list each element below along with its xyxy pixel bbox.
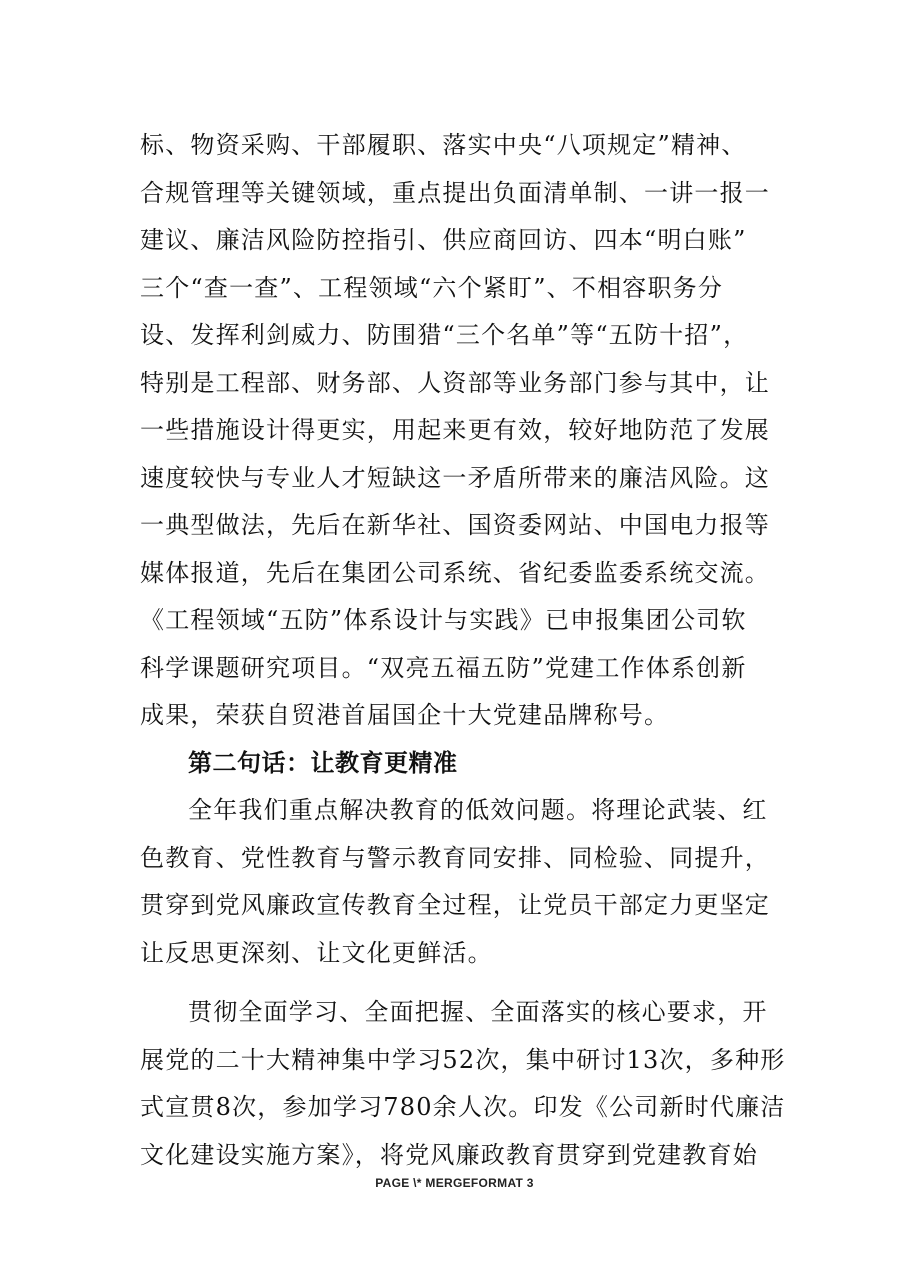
paragraph-line: 特别是工程部、财务部、人资部等业务部门参与其中，让 (140, 368, 770, 397)
paragraph-line: 《工程领域“五防”体系设计与实践》已申报集团公司软 (140, 606, 747, 634)
paragraph-line: 贯彻全面学习、全面把握、全面落实的核心要求，开 (188, 998, 768, 1026)
paragraph-line: 色教育、党性教育与警示教育同安排、同检验、同提升， (140, 843, 770, 872)
paragraph-line: 全年我们重点解决教育的低效问题。将理论武装、红 (188, 796, 768, 824)
paragraph-line: 成果，荣获自贸港首届国企十大党建品牌称号。 (140, 701, 670, 729)
paragraph-line: 让反思更深刻、让文化更鲜活。 (140, 938, 493, 967)
document-body (140, 122, 786, 1179)
paragraph-line: 贯穿到党风廉政宣传教育全过程，让党员干部定力更坚定 (140, 891, 770, 919)
paragraph-line: 科学课题研究项目。“双亮五福五防”党建工作体系创新 (140, 653, 747, 682)
paragraph-line: 建议、廉洁风险防控指引、供应商回访、四本“明白账” (140, 226, 747, 254)
page-number-field: PAGE \* MERGEFORMAT 3 (375, 1176, 534, 1190)
paragraph-line: 媒体报道，先后在集团公司系统、省纪委监委系统交流。 (140, 558, 770, 587)
paragraph-line: 合规管理等关键领域，重点提出负面清单制、一讲一报一 (140, 178, 770, 207)
paragraph-line: 标、物资采购、干部履职、落实中央“八项规定”精神、 (140, 131, 747, 159)
paragraph-line: 三个“查一查”、工程领域“六个紧盯”、不相容职务分 (140, 273, 724, 302)
paragraph-line: 式宣贯8次，参加学习780余人次。印发《公司新时代廉洁 (140, 1093, 786, 1121)
paragraph-line: 设、发挥利剑威力、防围猎“三个名单”等“五防十招”， (140, 321, 749, 349)
paragraph-line: 文化建设实施方案》，将党风廉政教育贯穿到党建教育始 (140, 1140, 758, 1169)
paragraph-line: 一些措施设计得更实，用起来更有效，较好地防范了发展 (140, 416, 770, 444)
section-heading: 第二句话：让教育更精准 (188, 748, 458, 777)
paragraph-line: 展党的二十大精神集中学习52次，集中研讨13次，多种形 (140, 1045, 786, 1074)
paragraph-line: 一典型做法，先后在新华社、国资委网站、中国电力报等 (140, 511, 770, 539)
paragraph-line: 速度较快与专业人才短缺这一矛盾所带来的廉洁风险。这 (140, 463, 770, 492)
